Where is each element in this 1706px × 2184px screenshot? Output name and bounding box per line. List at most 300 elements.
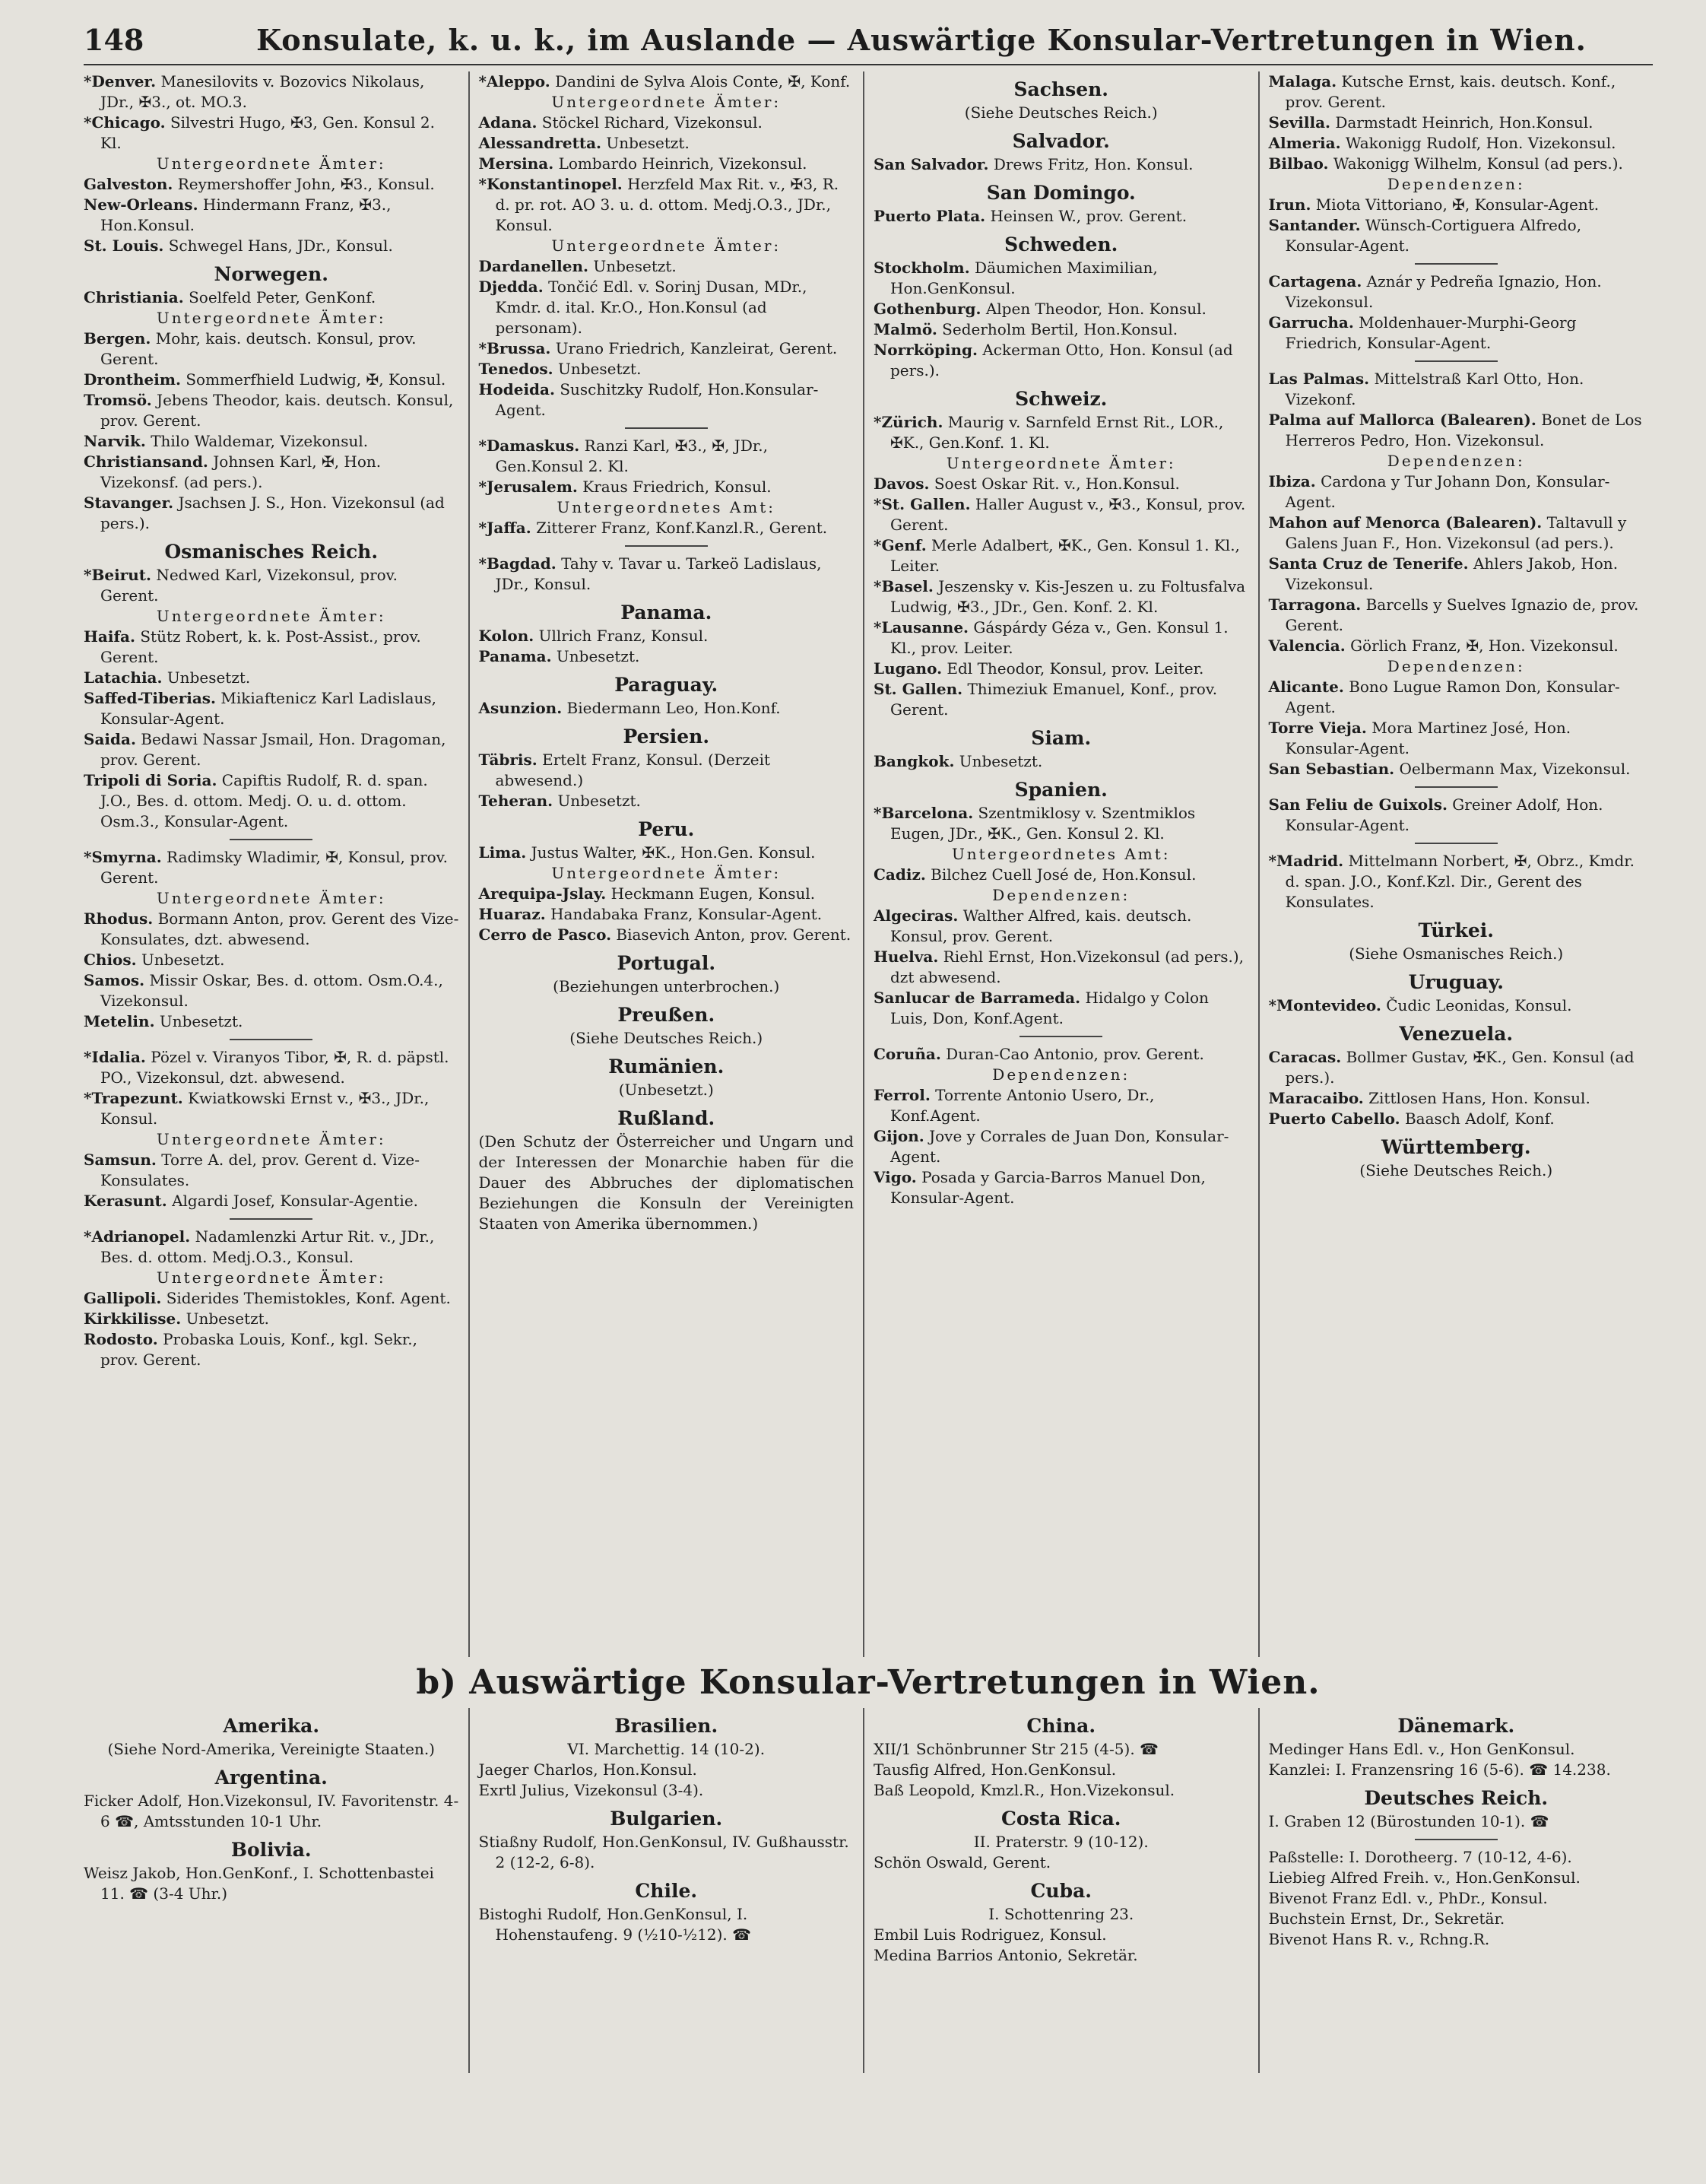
subheading: Untergeordnete Ämter: (156, 1130, 386, 1148)
consulate-entry (84, 1863, 459, 1904)
entry-text: Manesilovits v. Bozovics Nikolaus, JDr., ✠3., ot. MO.3. (100, 72, 425, 111)
place-name: *Jerusalem. (478, 478, 578, 496)
entry-text: Kwiatkowski Ernst v., ✠3., JDr., Konsul. (100, 1089, 430, 1128)
place-name: Teheran. (478, 792, 553, 810)
consulate-entry (479, 338, 855, 359)
place-name: Haifa. (84, 627, 135, 646)
entry-text: Soelfeld Peter, GenKonf. (189, 288, 376, 306)
place-name: Metelin. (84, 1012, 155, 1030)
place-name: *Basel. (874, 577, 934, 595)
consulate-entry (1269, 851, 1644, 913)
consulate-entry (479, 791, 855, 811)
place-name: Mersina. (478, 154, 554, 173)
place-name: Valencia. (1268, 636, 1346, 655)
place-name: Gallipoli. (84, 1289, 162, 1307)
entry-text: Stiaßny Rudolf, Hon.GenKonsul, IV. Gußhausstr. 2 (12-2, 6-8). (478, 1833, 849, 1871)
consulate-entry (84, 113, 459, 154)
entry-text: Embil Luis Rodriguez, Konsul. (874, 1925, 1107, 1944)
consulate-entry (874, 535, 1249, 576)
entry-text: Silvestri Hugo, ✠3, Gen. Konsul 2. Kl. (100, 113, 435, 152)
entry-text: Justus Walter, ✠K., Hon.Gen. Konsul. (531, 843, 816, 862)
country-heading: Sachsen. (1013, 78, 1108, 100)
place-name: *Brussa. (478, 339, 551, 357)
consulate-entry (874, 340, 1249, 381)
entry-text: Unbesetzt. (141, 951, 225, 969)
place-name: Stavanger. (84, 494, 174, 512)
place-name: Galveston. (84, 175, 173, 193)
consulate-entry (874, 319, 1249, 340)
separator-rule (230, 1039, 312, 1040)
entry-text: Soest Oskar Rit. v., Hon.Konsul. (934, 475, 1180, 493)
country-heading: Paraguay. (614, 674, 718, 696)
place-name: *Damaskus. (478, 436, 580, 455)
consulate-entry (479, 1760, 855, 1780)
entry-text: Unbesetzt. (166, 668, 251, 687)
consulate-entry (479, 1832, 855, 1873)
place-name: St. Gallen. (874, 680, 963, 698)
subheading: Untergeordnete Ämter: (551, 864, 782, 882)
consulate-entry (479, 277, 855, 338)
entry-text: Jove y Corrales de Juan Don, Konsular-Agent. (890, 1127, 1229, 1166)
entry-text: Taltavull y Galens Juan F., Hon. Vizekonsul (ad pers.). (1285, 513, 1627, 552)
separator-rule (1415, 1839, 1498, 1840)
place-name: Lima. (478, 843, 527, 862)
consulate-entry (479, 626, 855, 646)
entry-text: Baß Leopold, Kmzl.R., Hon.Vizekonsul. (874, 1781, 1175, 1799)
place-name: Coruña. (874, 1045, 941, 1063)
country-heading: Persien. (623, 725, 710, 748)
consulate-entry (874, 865, 1249, 885)
place-name: Ibiza. (1268, 472, 1316, 490)
place-name: Santa Cruz de Tenerife. (1268, 554, 1469, 573)
entry-text: Bonet de Los Herreros Pedro, Hon. Vizekonsul. (1285, 411, 1642, 449)
note-paragraph: (Den Schutz der Österreicher und Ungarn und der Interessen der Monarchie haben für die Dauer des Abbruches der diplomatischen Beziehungen die Konsuln der Vereinigten Staaten von Amerika übernommen.) (478, 1132, 854, 1233)
place-name: Tarragona. (1268, 595, 1362, 614)
entry-text: Mikiaftenicz Karl Ladislaus, Konsular-Agent. (100, 689, 437, 728)
place-name: Kirkkilisse. (84, 1309, 182, 1328)
place-name: San Sebastian. (1268, 760, 1395, 778)
entry-text: Wakonigg Wilhelm, Konsul (ad pers.). (1333, 154, 1623, 173)
consulate-entry (874, 947, 1249, 988)
place-name: Latachia. (84, 668, 163, 687)
note-text: (Siehe Deutsches Reich.) (569, 1029, 763, 1047)
consulate-entry (479, 113, 855, 133)
place-name: Algeciras. (874, 906, 959, 925)
consulate-entry (84, 71, 459, 113)
place-name: Vigo. (874, 1168, 917, 1186)
consulate-entry (1269, 195, 1644, 215)
lower-column-3 (863, 1708, 1258, 2073)
entry-text: Biedermann Leo, Hon.Konf. (566, 699, 781, 717)
place-name: *Bagdad. (478, 554, 557, 573)
consulate-entry (874, 906, 1249, 947)
place-name: Norrköping. (874, 341, 978, 359)
place-name: Puerto Plata. (874, 207, 986, 225)
place-name: *Aleppo. (478, 72, 550, 90)
consulate-entry (874, 1739, 1249, 1760)
consulate-entry (84, 847, 459, 888)
consulate-entry (84, 970, 459, 1011)
entry-text: I. Graben 12 (Bürostunden 10-1). ☎ (1268, 1812, 1549, 1830)
entry-text: Lombardo Heinrich, Vizekonsul. (558, 154, 807, 173)
entry-text: Mittelmann Norbert, ✠, Obrz., Kmdr. d. span. J.O., Konf.Kzl. Dir., Gerent des Konsulates. (1285, 852, 1635, 911)
note-text: I. Schottenring 23. (988, 1905, 1134, 1923)
consulate-entry (84, 1329, 459, 1370)
consulate-entry (1269, 154, 1644, 174)
place-name: Narvik. (84, 432, 146, 450)
consulate-entry (84, 452, 459, 493)
note-text: (Siehe Nord-Amerika, Vereinigte Staaten.) (107, 1740, 435, 1758)
subheading: Untergeordnete Ämter: (551, 93, 782, 111)
entry-text: Unbesetzt. (593, 257, 677, 275)
place-name: *Lausanne. (874, 618, 969, 636)
subheading: Untergeordnete Ämter: (156, 889, 386, 907)
column-1 (84, 71, 468, 1657)
country-heading: Siam. (1031, 727, 1092, 749)
consulate-entry (84, 627, 459, 668)
note-text: (Siehe Osmanisches Reich.) (1349, 944, 1564, 963)
country-heading: Chile. (635, 1880, 698, 1902)
place-name: Cerro de Pasco. (478, 925, 612, 944)
entry-text: Jaeger Charlos, Hon.Konsul. (478, 1760, 697, 1779)
place-name: Rodosto. (84, 1330, 158, 1348)
consulate-entry (84, 950, 459, 970)
place-name: *Madrid. (1268, 852, 1344, 870)
entry-text: Schön Oswald, Gerent. (874, 1853, 1051, 1871)
consulate-entry (874, 494, 1249, 535)
consulate-entry (874, 1126, 1249, 1167)
entry-text: Medinger Hans Edl. v., Hon GenKonsul. (1268, 1740, 1575, 1758)
place-name: Sevilla. (1268, 113, 1331, 132)
place-name: *Trapezunt. (84, 1089, 183, 1107)
entry-text: Missir Oskar, Bes. d. ottom. Osm.O.4., Vizekonsul. (100, 971, 443, 1010)
consulate-entry (874, 1925, 1249, 1945)
entry-text: Ficker Adolf, Hon.Vizekonsul, IV. Favoritenstr. 4-6 ☎, Amtsstunden 10-1 Uhr. (84, 1792, 459, 1830)
page-header (84, 23, 1653, 65)
entry-text: Kutsche Ernst, kais. deutsch. Konf., prov. Gerent. (1285, 72, 1616, 111)
consulate-entry (479, 884, 855, 904)
consulate-entry (84, 909, 459, 950)
consulate-entry (1269, 410, 1644, 451)
entry-text: Mora Martinez José, Hon. Konsular-Agent. (1285, 719, 1571, 757)
place-name: Sanlucar de Barrameda. (874, 989, 1081, 1007)
consulate-entry (1269, 215, 1644, 256)
consulate-entry (874, 1085, 1249, 1126)
place-name: *Idalia. (84, 1048, 146, 1066)
entry-text: Hindermann Franz, ✠3., Hon.Konsul. (100, 195, 392, 234)
consulate-entry (1269, 1929, 1644, 1950)
place-name: Asunzion. (478, 699, 563, 717)
subheading: Untergeordnete Ämter: (946, 454, 1176, 472)
place-name: *Jaffa. (478, 519, 531, 537)
place-name: Samos. (84, 971, 145, 989)
entry-text: Unbesetzt. (959, 752, 1043, 770)
place-name: Malmö. (874, 320, 937, 338)
entry-text: Baasch Adolf, Konf. (1404, 1109, 1555, 1128)
place-name: Täbris. (478, 751, 537, 769)
country-heading: Norwegen. (214, 263, 328, 285)
consulate-entry (1269, 677, 1644, 718)
consulate-entry (1269, 795, 1644, 836)
entry-text: Dandini de Sylva Alois Conte, ✠, Konf. (555, 72, 851, 90)
entry-text: Szentmiklosy v. Szentmiklos Eugen, JDr., ✠K., Gen. Konsul 2. Kl. (890, 804, 1196, 843)
country-heading: Brasilien. (614, 1715, 718, 1737)
separator-rule (625, 545, 708, 547)
consulate-entry (84, 431, 459, 452)
entry-text: Däumichen Maximilian, Hon.GenKonsul. (890, 259, 1158, 297)
country-heading: San Domingo. (986, 182, 1136, 204)
country-heading: Peru. (638, 818, 695, 840)
entry-text: Ertelt Franz, Konsul. (Derzeit abwesend.) (495, 751, 771, 789)
consulate-entry (84, 329, 459, 370)
consulate-entry (1269, 718, 1644, 759)
place-name: Garrucha. (1268, 313, 1354, 332)
place-name: Ferrol. (874, 1086, 931, 1104)
entry-text: Radimsky Wladimir, ✠, Konsul, prov. Gerent. (100, 848, 448, 887)
entry-text: Unbesetzt. (557, 360, 642, 378)
consulate-entry (84, 1309, 459, 1329)
note-text: (Siehe Deutsches Reich.) (964, 103, 1158, 122)
entry-text: Bistoghi Rudolf, Hon.GenKonsul, I. Hohenstaufeng. 9 (½10-½12). ☎ (478, 1905, 752, 1944)
entry-text: Gáspárdy Géza v., Gen. Konsul 1. Kl., prov. Leiter. (890, 618, 1229, 657)
separator-rule (230, 839, 312, 840)
consulate-entry (84, 770, 459, 832)
entry-text: Urano Friedrich, Kanzleirat, Gerent. (555, 339, 838, 357)
entry-text: Probaska Louis, Konf., kgl. Sekr., prov. Gerent. (100, 1330, 417, 1369)
entry-text: Heinsen W., prov. Gerent. (990, 207, 1188, 225)
entry-text: Tahy v. Tavar u. Tarkeö Ladislaus, JDr., Konsul. (495, 554, 822, 593)
consulate-entry (1269, 1047, 1644, 1088)
place-name: Saida. (84, 730, 136, 748)
subheading: Untergeordnetes Amt: (951, 845, 1171, 863)
place-name: Alicante. (1268, 678, 1344, 696)
entry-text: XII/1 Schönbrunner Str 215 (4-5). ☎ (874, 1740, 1159, 1758)
separator-rule (1415, 360, 1498, 362)
entry-text: Darmstadt Heinrich, Hon.Konsul. (1335, 113, 1593, 132)
consulate-entry (1269, 1868, 1644, 1888)
note-text: (Unbesetzt.) (618, 1081, 714, 1099)
entry-text: Görlich Franz, ✠, Hon. Vizekonsul. (1350, 636, 1619, 655)
place-name: *Zürich. (874, 413, 943, 431)
consulate-entry (1269, 1760, 1644, 1780)
note-text: II. Praterstr. 9 (10-12). (973, 1833, 1149, 1851)
entry-text: Stöckel Richard, Vizekonsul. (541, 113, 763, 132)
entry-text: Ahlers Jakob, Hon. Vizekonsul. (1285, 554, 1619, 593)
consulate-entry (84, 1227, 459, 1268)
subheading: Dependenzen: (992, 886, 1130, 904)
entry-text: Ackerman Otto, Hon. Konsul (ad pers.). (890, 341, 1233, 379)
entry-text: Unbesetzt. (606, 134, 690, 152)
consulate-entry (874, 154, 1249, 175)
column-4 (1258, 71, 1654, 1657)
entry-text: Unbesetzt. (159, 1012, 243, 1030)
country-heading: Costa Rica. (1001, 1808, 1121, 1830)
place-name: Dardanellen. (478, 257, 588, 275)
entry-text: Handabaka Franz, Konsular-Agent. (550, 905, 823, 923)
place-name: Mahon auf Menorca (Balearen). (1268, 513, 1543, 532)
entry-text: Capiftis Rudolf, R. d. span. J.O., Bes. d. ottom. Medj. O. u. d. ottom. Osm.3., Konsular-Agent. (100, 771, 428, 830)
entry-text: Aznár y Pedreña Ignazio, Hon. Vizekonsul. (1285, 272, 1602, 311)
entry-text: Haller August v., ✠3., Konsul, prov. Gerent. (890, 495, 1246, 534)
consulate-entry (1269, 271, 1644, 313)
consulate-entry (874, 206, 1249, 227)
place-name: Irun. (1268, 195, 1311, 214)
consulate-entry (84, 1191, 459, 1211)
subheading: Untergeordnete Ämter: (551, 236, 782, 255)
entry-text: Suschitzky Rudolf, Hon.Konsular-Agent. (495, 380, 819, 419)
consulate-entry (874, 988, 1249, 1029)
entry-text: Sommerfhield Ludwig, ✠, Konsul. (186, 370, 446, 389)
entry-text: Kanzlei: I. Franzensring 16 (5-6). ☎ 14.238. (1268, 1760, 1611, 1779)
consulate-entry (84, 1011, 459, 1032)
place-name: Huaraz. (478, 905, 546, 923)
entry-text: Paßstelle: I. Dorotheerg. 7 (10-12, 4-6). (1268, 1848, 1572, 1866)
consulate-entry (874, 1760, 1249, 1780)
place-name: Alessandretta. (478, 134, 602, 152)
place-name: Rhodus. (84, 909, 154, 928)
consulate-entry (479, 133, 855, 154)
entry-text: Thimeziuk Emanuel, Konf., prov. Gerent. (890, 680, 1218, 719)
country-heading: Rumänien. (608, 1055, 725, 1078)
separator-rule (1415, 786, 1498, 788)
consulate-entry (84, 729, 459, 770)
entry-text: Siderides Themistokles, Konf. Agent. (166, 1289, 451, 1307)
consulate-entry (479, 925, 855, 945)
lower-column-4 (1258, 1708, 1654, 2073)
subheading: Untergeordnete Ämter: (156, 309, 386, 327)
country-heading: Bulgarien. (610, 1808, 723, 1830)
entry-text: Biasevich Anton, prov. Gerent. (616, 925, 851, 944)
entry-text: Weisz Jakob, Hon.GenKonf., I. Schottenbastei 11. ☎ (3-4 Uhr.) (84, 1864, 434, 1903)
entry-text: Walther Alfred, kais. deutsch. Konsul, prov. Gerent. (890, 906, 1192, 945)
country-heading: Panama. (620, 602, 712, 624)
place-name: Cadiz. (874, 865, 926, 884)
subheading: Dependenzen: (1387, 175, 1525, 193)
consulate-entry (479, 477, 855, 497)
entry-text: Johnsen Karl, ✠, Hon. Vizekonsf. (ad pers.). (100, 452, 382, 491)
consulate-entry (874, 299, 1249, 319)
place-name: Tromsö. (84, 391, 152, 409)
consulate-entry (1269, 554, 1644, 595)
column-3 (863, 71, 1258, 1657)
place-name: Malaga. (1268, 72, 1337, 90)
subheading: Untergeordnetes Amt: (557, 498, 776, 516)
country-heading: Bolivia. (230, 1839, 312, 1861)
consulate-entry (874, 803, 1249, 844)
consulate-entry (84, 1088, 459, 1129)
subheading: Dependenzen: (1387, 657, 1525, 675)
entry-text: Maurig v. Sarnfeld Ernst Rit., LOR., ✠K., Gen.Konf. 1. Kl. (890, 413, 1224, 452)
entry-text: Reymershoffer John, ✠3., Konsul. (177, 175, 435, 193)
place-name: Puerto Cabello. (1268, 1109, 1400, 1128)
consulate-entry (479, 256, 855, 277)
place-name: *Smyrna. (84, 848, 162, 866)
place-name: New-Orleans. (84, 195, 198, 214)
consulate-entry (84, 370, 459, 390)
entry-text: Jebens Theodor, kais. deutsch. Konsul, prov. Gerent. (100, 391, 454, 430)
consulate-entry (479, 71, 855, 92)
consulate-entry (479, 904, 855, 925)
place-name: Djedda. (478, 278, 544, 296)
consulate-entry (479, 359, 855, 379)
consulate-entry (479, 554, 855, 595)
separator-rule (1415, 843, 1498, 844)
place-name: Gothenburg. (874, 300, 981, 318)
entry-text: Ranzi Karl, ✠3., ✠, JDr., Gen.Konsul 2. Kl. (495, 436, 768, 475)
consulate-entry (874, 1167, 1249, 1208)
consulate-entry (874, 1044, 1249, 1065)
entry-text: Pözel v. Viranyos Tibor, ✠, R. d. päpstl. PO., Vizekonsul, dzt. abwesend. (100, 1048, 449, 1087)
country-heading: Salvador. (1012, 130, 1110, 152)
consulate-entry (479, 646, 855, 667)
entry-text: Cardona y Tur Johann Don, Konsular-Agent. (1285, 472, 1610, 511)
place-name: Bilbao. (1268, 154, 1329, 173)
page-number: 148 (84, 23, 144, 57)
entry-text: Ullrich Franz, Konsul. (538, 627, 709, 645)
place-name: *Beirut. (84, 566, 151, 584)
consulate-entry (1269, 1109, 1644, 1129)
place-name: Bergen. (84, 329, 151, 348)
country-heading: Osmanisches Reich. (164, 541, 379, 563)
consulate-entry (1269, 71, 1644, 113)
consulate-entry (1269, 133, 1644, 154)
entry-text: Čudic Leonidas, Konsul. (1386, 996, 1572, 1014)
place-name: Almeria. (1268, 134, 1341, 152)
consulate-entry (874, 1780, 1249, 1801)
place-name: Kerasunt. (84, 1192, 167, 1210)
consulate-entry (1269, 995, 1644, 1016)
place-name: Palma auf Mallorca (Balearen). (1268, 411, 1536, 429)
place-name: Cartagena. (1268, 272, 1362, 290)
entry-text: Merle Adalbert, ✠K., Gen. Konsul 1. Kl., Leiter. (890, 536, 1240, 575)
entry-text: Edl Theodor, Konsul, prov. Leiter. (947, 659, 1204, 678)
country-heading: Württemberg. (1381, 1136, 1531, 1158)
consulate-entry (1269, 595, 1644, 636)
entry-text: Tausfig Alfred, Hon.GenKonsul. (874, 1760, 1117, 1779)
consulate-entry (1269, 513, 1644, 554)
country-heading: Schweden. (1004, 233, 1118, 256)
consulate-entry (84, 174, 459, 195)
subheading: Dependenzen: (1387, 452, 1525, 470)
consulate-entry (84, 493, 459, 534)
entry-text: Unbesetzt. (557, 792, 641, 810)
entry-text: Heckmann Eugen, Konsul. (610, 884, 816, 903)
entry-text: Bormann Anton, prov. Gerent des Vize-Konsulates, dzt. abwesend. (100, 909, 459, 948)
entry-text: Torre A. del, prov. Gerent d. Vize-Konsulates. (100, 1151, 420, 1189)
entry-text: Wünsch-Cortiguera Alfredo, Konsular-Agent. (1285, 216, 1582, 255)
entry-text: Schwegel Hans, JDr., Konsul. (168, 236, 393, 255)
country-heading: Deutsches Reich. (1364, 1787, 1549, 1809)
place-name: Maracaibo. (1268, 1089, 1364, 1107)
place-name: Saffed-Tiberias. (84, 689, 217, 707)
entry-text: Stütz Robert, k. k. Post-Assist., prov. Gerent. (100, 627, 421, 666)
entry-text: Liebieg Alfred Freih. v., Hon.GenKonsul. (1268, 1868, 1581, 1887)
entry-text: Barcells y Suelves Ignazio de, prov. Gerent. (1285, 595, 1639, 634)
consulate-entry (479, 436, 855, 477)
consulate-entry (84, 1288, 459, 1309)
consulate-entry (479, 379, 855, 421)
consulate-entry (84, 565, 459, 606)
entry-text: Torrente Antonio Usero, Dr., Konf.Agent. (890, 1086, 1155, 1125)
place-name: Caracas. (1268, 1048, 1342, 1066)
column-2 (468, 71, 864, 1657)
subheading: Untergeordnete Ämter: (156, 607, 386, 625)
consulate-entry (1269, 1739, 1644, 1760)
country-heading: Schweiz. (1015, 388, 1108, 410)
consulate-entry (874, 258, 1249, 299)
country-heading: Cuba. (1030, 1880, 1092, 1902)
place-name: *Konstantinopel. (478, 175, 623, 193)
